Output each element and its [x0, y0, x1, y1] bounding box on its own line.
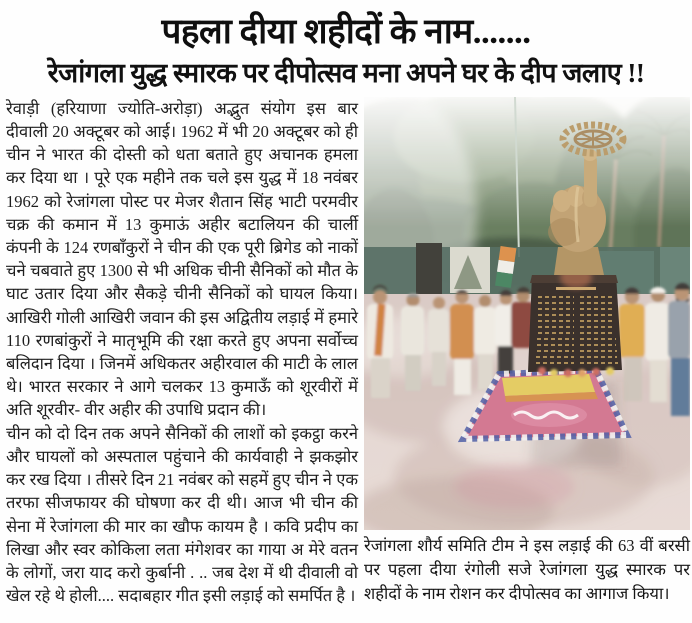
article-paragraph-1: रेवाड़ी (हरियाणा ज्योति-अरोड़ा) अद्भुत संयोग इस बार दीवाली 20 अक्टूबर को आई। 1962 में भी 20 अक्टूबर को ही चीन ने भारत की दोस्ती को धता बताते हुए अचानक हमला कर दिया था । पूरे एक महीने तक चले इस युद्ध में 18 नवंबर 1962 को रेजांगला पोस्ट पर मेजर शैतान सिंह भाटी परमवीर चक्र की कमान में 13 कुमाऊं अहीर बटालियन की चार्ली कंपनी के 124 रणबाँकुरों ने चीन की एक पूरी ब्रिगेड को नाकों चने चबवाते हुए 1300 से भी अधिक चीनी सैनिकों को मौत के घाट उतार दिया और सैकड़े चीनी सैनिकों को घायल किया। आखिरी गोली आखिरी जवान की इस अद्वितीय लड़ाई में हमारे 110 रणबांकुरों ने मातृभूमि की रक्षा करते हुए अपना सर्वोच्च बलिदान दिया । जिनमें अधिकतर अहीरवाल की माटी के लाल थे। भारत सरकार ने आगे चलकर 13 कुमाऊँ को शूरवीरों में अति शूरवीर- वीर अहीर की उपाधि प्रदान की।	[6, 98, 358, 420]
article-paragraph-2: चीन को दो दिन तक अपने सैनिकों की लाशों को इकट्ठा करने और घायलों को अस्पताल पहुंचाने की कार्यवाही ने झकझोर कर रख दिया । तीसरे दिन 21 नवंबर को सहमें हुए चीन ने एक तरफा सीजफायर की घोषणा कर दी थी। आज भी चीन की सेना में रेजांगला की मार का खौफ कायम है । कवि प्रदीप का लिखा और स्वर कोकिला लता मंगेशवर का गाया अ मेरे वतन के लोगों, जरा याद करो कुर्बानी . .. जब देश में थी दीवाली वो खेल रहे थे होली.... सदाबहार गीत इसी लड़ाई को समर्पित है ।	[6, 423, 358, 606]
headline: पहला दीया शहीदों के नाम.......	[161, 12, 531, 51]
article-text-column	[6, 97, 358, 607]
article-body	[0, 91, 692, 607]
photo-column	[364, 97, 690, 607]
article-photo	[364, 97, 690, 530]
photo-caption: रेजांगला शौर्य समिति टीम ने इस लड़ाई की 63 वीं बरसी पर पहला दीया रंगोली सजे रेजांगला युद्ध स्मारक पर शहीदों के नाम रोशन कर दीपोत्सव का आगाज किया।	[364, 535, 690, 603]
subheadline: रेजांगला युद्ध स्मारक पर दीपोत्सव मना अपने घर के दीप जलाए !!	[47, 57, 645, 88]
memorial-photo-illustration	[364, 97, 690, 530]
masthead	[0, 0, 692, 91]
